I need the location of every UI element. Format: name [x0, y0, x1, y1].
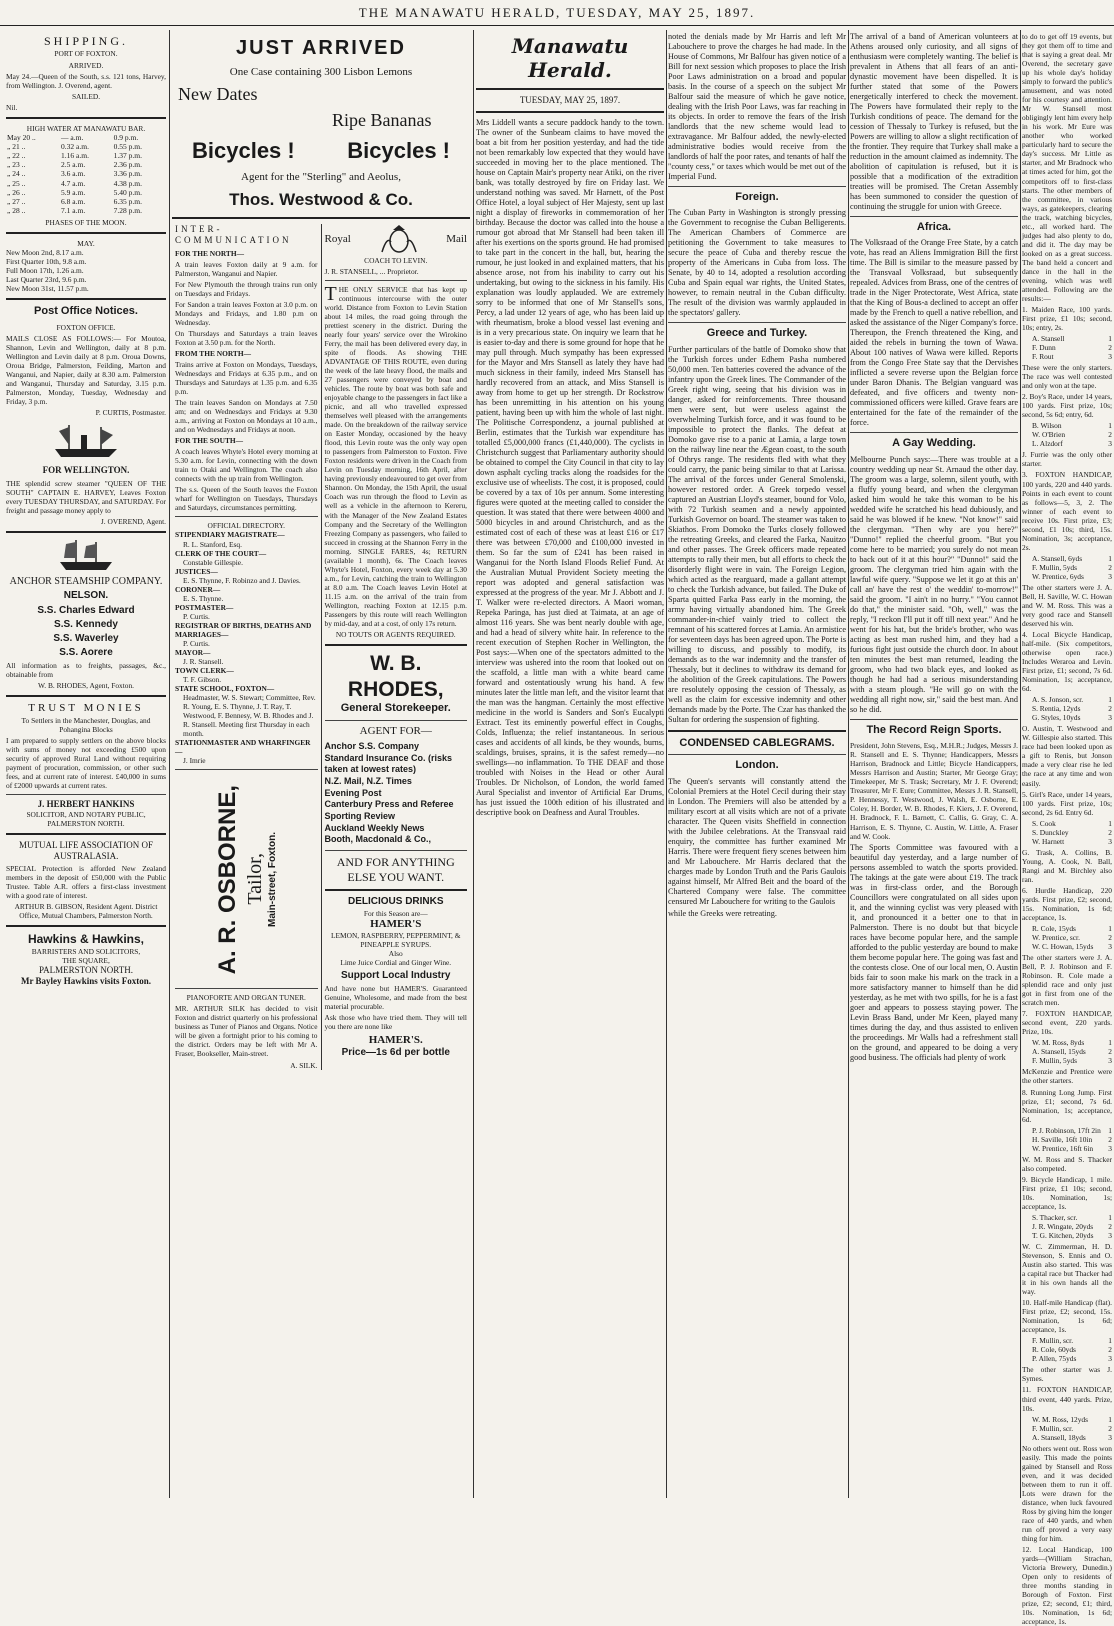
- column-news-2: [850, 30, 1018, 1498]
- royal-text: Royal: [324, 232, 351, 245]
- official-entry: MAYOR— J. R. Stansell.: [175, 647, 224, 666]
- westwood-name: Thos. Westwood & Co.: [229, 189, 413, 209]
- steamship-icon: [51, 421, 121, 461]
- table-row: „ 21 .. 0.32 a.m. 0.55 p.m.: [7, 141, 142, 151]
- lemons-text: One Case containing 300 Lisbon Lemons: [229, 66, 413, 79]
- post-office-sign: P. CURTIS, Postmaster.: [95, 408, 166, 418]
- result-row: [1022, 554, 1112, 563]
- result-row: [1022, 1056, 1112, 1065]
- piano-title: PIANOFORTE AND ORGAN TUNER.: [186, 993, 306, 1003]
- coach-proprietor: J. R. STANSELL, ... Proprietor.: [324, 266, 419, 276]
- result-name: F. Dunn: [1032, 343, 1056, 353]
- result-event-title: 8. Running Long Jump. First prize, £1; second, 7s 6d. Nomination, 1s; acceptance, 6d.: [1022, 1087, 1112, 1124]
- result-place: 1: [1108, 923, 1112, 933]
- anchor-place: NELSON.: [63, 590, 109, 602]
- trust-title: TRUST MONIES: [28, 702, 144, 715]
- list-item: Booth, Macdonald & Co.,: [324, 834, 431, 845]
- wellington-sign: J. OVEREND, Agent.: [100, 517, 166, 527]
- result-place: 2: [1108, 1221, 1112, 1231]
- result-place: 2: [1108, 1134, 1112, 1144]
- column-rule: [666, 30, 667, 1498]
- osborne-street: Main-street, Foxton.: [266, 831, 278, 927]
- results-intro: to do to get off 19 events, but they got them off to time and that is saying a great deal. Mr Overend, the secretary gave up his whole day's holiday simply to forward the public's amusement, and was noted for his courtesy and attention. Mr W. Stansell most obligingly lent him every help in his work. Mr Eure was another who worked particularly hard to secure the day's success. Mr Little as starter, and Mr Bradnock who at times acted for him, got the competitors off to first-class starts. The other members of the committee, in various ways, as gatekeepers, clearing the track, watching bicycles, etc., all worked hard. The judges had also plenty to do, and did it. The day may be looked on as a great success. The band held a concert and dance in the hall in the evening, which was well attended. Following are the results:—: [1022, 32, 1112, 303]
- news-text: noted the denials made by Mr Harris and left Mr Labouchere to prove the charges he had made. In the House of Commons, Mr Balfour has given notice of a Bill for next session which proposes to place the Irish Poor Laws administration on a broad and popular basis. In the course of a speech on the subject Mr Balfour said the measure of which he gave notice, dealing with the Irish Poor Laws, was far reaching in its objects. In order to remove the fears of the Irish landlords that the new scheme would lead to extravagance. Mr Balfour added, the newly-elected administrative bodies would receive from the landlords of half the poor rates, and tenants of half the "county cess," or taxes which would be met out of the Imperial Fund.: [668, 32, 846, 181]
- tide-table: [6, 133, 166, 215]
- table-row: „ 24 .. 3.6 a.m. 3.36 p.m.: [7, 169, 142, 179]
- hamers-footer: HAMER'S.: [368, 1033, 423, 1046]
- moon-line: Last Quarter 23rd, 9.6 p.m.: [6, 275, 87, 285]
- official-entry: TOWN CLERK— T. F. Gibson.: [175, 665, 234, 684]
- result-place: 2: [1108, 343, 1112, 353]
- sailed-text: Nil.: [6, 102, 18, 112]
- sailing-ship-icon: [56, 538, 116, 572]
- price-text: Price—1s 6d per bottle: [341, 1046, 450, 1058]
- result-place: 3: [1108, 439, 1112, 449]
- piano-text: MR. ARTHUR SILK has decided to visit Foxton and district quarterly on his professional business as Tuner of Pianos and Organs. Notice will be given a fortnight prior to his coming to the district. Orders may be left with Mr A. Fraser, Bookseller, Main-street.: [175, 1004, 318, 1059]
- cable-title: CONDENSED CABLEGRAMS.: [679, 736, 835, 749]
- result-place: 2: [1108, 1047, 1112, 1057]
- result-place: 3: [1108, 1432, 1112, 1442]
- result-event-title: 11. FOXTON HANDICAP, third event, 440 yards. Prize, 10s.: [1022, 1385, 1112, 1413]
- result-place: 1: [1108, 1336, 1112, 1346]
- port-name: PORT OF FOXTON.: [54, 48, 118, 58]
- result-event-title: 5. Girl's Race, under 14 years, 100 yards. First prize, 10s; second, 2s 6d. Entry 6d.: [1022, 789, 1112, 817]
- greece-continued: while the Greeks were retreating.: [668, 908, 777, 918]
- result-name: P. Allen, 75yds: [1032, 1354, 1077, 1364]
- result-place: 1: [1108, 695, 1112, 705]
- result-note: The other starters were J. A. Bell, H. Saville, W. C. Howan and W. M. Ross. This was a very good race and Stansell deserved his win.: [1022, 582, 1112, 628]
- drinks-title: DELICIOUS DRINKS: [347, 896, 444, 908]
- result-row: [1022, 1126, 1112, 1135]
- result-note: O. Austin, T. Westwood and W. Gillespie also started. This race had been looked upon as a gift to Renis, but Jonson made a very clear rise he led the race at any time and won easily.: [1022, 724, 1112, 788]
- news-text: The arrival of a band of American volunteers at Athens aroused only curiosity, and all signs of enthusiasm were completely wanting. The belief is prevalent in Athens that all fears of an anti-dynastic movement have been dispelled. It is further stated that some of the Powers energetically interfered to check the movement. The Powers have formulated their reply to the Turkish conditions of peace. The demand for the cession of Thessaly to Turkey is refused, but the Powers are willing to allow a slight rectification of the frontier. They require that Turkey shall make a reduction in the amount claimed as indemnity. The abolition of capitulation is refused, but it is possible that a modification of the extradition treaties will be promised. The Cretan Assembly has been summoned to consider the question of continuing the struggle for union with Greece.: [850, 32, 1018, 211]
- column-shipping: [6, 30, 166, 1498]
- result-row: [1022, 695, 1112, 704]
- result-event-title: 3. FOXTON HANDICAP, 100 yards, 220 and 440 yards. Points in each event to count as follows—5, 3, 2. The winner of each event to receive 10s. First prize, £3; second, £1 10s; third, 15s. Nomination, 3s; acceptance, 2s.: [1022, 470, 1112, 552]
- column-rule: [473, 30, 474, 1498]
- official-entry: STATE SCHOOL, FOXTON— Headmaster, W. S. Stewart; Committee, Rev. R. Young, E. S. Thynne, J. T. Ray, T. Westwood, F. Bennesy, W. B. Rhodes and J. R. Stansell. Meeting first Thursday in each month.: [175, 684, 316, 739]
- result-name: W. M. Ross, 8yds: [1032, 1038, 1085, 1048]
- moon-month: MAY.: [77, 239, 95, 249]
- official-entry: STATIONMASTER AND WHARFINGER— J. Imrie: [175, 738, 311, 766]
- foreign-title: Foreign.: [735, 191, 779, 203]
- arrived-text: May 24.—Queen of the South, s.s. 121 tons, Harvey, from Wellington. J. Overend, agent.: [6, 71, 166, 90]
- hawkins-place: THE SQUARE,: [62, 955, 110, 965]
- post-office-sub: FOXTON OFFICE.: [56, 322, 116, 332]
- result-name: W. Prentice, 16ft 6in: [1032, 1143, 1094, 1153]
- piano-sign: A. SILK.: [290, 1060, 318, 1070]
- result-event-title: 1. Maiden Race, 100 yards. First prize, £1 10s; second, 10s; entry, 2s.: [1022, 304, 1112, 332]
- greece-title: Greece and Turkey.: [706, 327, 808, 340]
- trust-text: I am prepared to supply settlers on the above blocks with sums of money not exceeding £500 upon security of approved Rural Land without requiring payment of procuration, commission, or other such fees, and at current rate of interest. £40,000 in sums of £2000 upwards at current rates.: [6, 735, 166, 791]
- result-name: S. Cook: [1032, 818, 1056, 828]
- moon-line: New Moon 2nd, 8.17 a.m.: [6, 248, 84, 258]
- wellington-title: FOR WELLINGTON.: [42, 465, 130, 476]
- dates-text: New Dates: [178, 83, 258, 104]
- reign-officials: President, John Stevens, Esq., M.H.R.; Judges, Messrs J. R. Stansell and E. S. Thynne; Handicappers, Messrs Harrison, Bradnock and Little; Bicycle Handicappers, Messrs Harrison and Austin; Starter, Mr George Gray; Timekeeper, Mr S. Trask; Secretary, Mr J. F. Overend; Treasurer, Mr F. Eure; Committee, Messrs J. R. Stansell, P. Hennessy, T. Westwood, J. Walsh, E. Osborne, E. Coley, H. Border, W. B. Rhodes, F. Kiers, J. F. Overend, H. Bradnock, F. L. Barnett, C. Callis, G. Gray, C. A. Harrison, E. S. Thynne, C. Austin, W. Little, A. Fraser and W. Cook.: [850, 741, 1018, 841]
- from-north-text: Trains arrive at Foxton on Mondays, Tuesdays, Wednesdays and Fridays at 6.35 p.m., and on Thursdays and Saturdays at 1.35 p.m. and 6.35 p.m.: [175, 359, 318, 397]
- result-name: B. Wilson: [1032, 421, 1062, 431]
- result-name: A. S. Jonson, scr.: [1032, 695, 1084, 705]
- result-row: [1022, 1038, 1112, 1047]
- result-name: F. Mullin, scr.: [1032, 1336, 1074, 1346]
- no-touts-text: NO TOUTS OR AGENTS REQUIRED.: [335, 629, 456, 639]
- result-note: W. M. Ross and S. Thacker also competed.: [1022, 1154, 1112, 1173]
- masthead: THE MANAWATU HERALD, TUESDAY, MAY 25, 1897.: [0, 0, 1114, 26]
- list-item: N.Z. Mail, N.Z. Times: [324, 776, 412, 787]
- just-arrived-heading: JUST ARRIVED: [236, 37, 406, 59]
- result-row: [1022, 1231, 1112, 1240]
- cordial-text: Lime Juice Cordial and Ginger Wine.: [340, 958, 452, 968]
- agent-title: AGENT FOR—: [359, 724, 432, 737]
- result-row: [1022, 334, 1112, 343]
- result-row: [1022, 439, 1112, 448]
- result-name: S. Dunckley: [1032, 827, 1069, 837]
- for-north-label: FOR THE NORTH—: [175, 248, 245, 258]
- result-row: [1022, 713, 1112, 722]
- anchor-info: All information as to freights, passages, &c., obtainable from: [6, 661, 166, 680]
- result-row: [1022, 1415, 1112, 1424]
- royal-crest-icon: [379, 224, 419, 256]
- bicycles-right: Bicycles !: [347, 137, 450, 163]
- result-place: 1: [1108, 553, 1112, 563]
- result-name: R. Cole, 60yds: [1032, 1345, 1076, 1355]
- result-place: 1: [1108, 1414, 1112, 1424]
- hankins-title: SOLICITOR, AND NOTARY PUBLIC, PALMERSTON NORTH.: [26, 810, 146, 829]
- result-row: [1022, 1222, 1112, 1231]
- result-place: 3: [1108, 1230, 1112, 1240]
- result-row: [1022, 1144, 1112, 1153]
- arrived-label: ARRIVED.: [68, 60, 104, 70]
- column-rule: [848, 30, 849, 1498]
- for-south-label: FOR THE SOUTH—: [175, 436, 244, 446]
- list-item: Anchor S.S. Company: [324, 740, 420, 751]
- mutual-text: SPECIAL Protection is afforded New Zealand members in the deposit of £50,000 with the Public Trustee. Table A.R. offers a first-class investment with a good rate of interest.: [6, 864, 166, 901]
- result-event-title: 4. Local Bicycle Handicap, half-mile. (Six competitors, otherwise open race.) Includes Weraroa and Levin. First prize, £1; second, 7s 6d. Nomination, 1s; acceptance, 6d.: [1022, 630, 1112, 694]
- result-name: W. Prentice, 6yds: [1032, 571, 1084, 581]
- result-place: 3: [1108, 1354, 1112, 1364]
- wedding-title: A Gay Wedding.: [892, 437, 976, 450]
- list-item: Canterbury Press and Referee: [324, 799, 454, 810]
- table-row: „ 22 .. 1.16 a.m. 1.37 p.m.: [7, 151, 142, 161]
- result-name: S. Rentia, 12yds: [1032, 704, 1081, 714]
- mail-text: Mail: [446, 232, 467, 245]
- support-title: Support Local Industry: [341, 970, 451, 982]
- rhodes-name: W. B. RHODES,: [347, 651, 444, 701]
- storekeeper-text: General Storekeeper.: [340, 702, 451, 715]
- anchor-ship: S.S. Kennedy: [54, 618, 118, 630]
- foreign-text: The Cuban Party in Washington is strongly pressing the Government to recognise the Cuban Belligerents. The American Chambers of Commerce are petitioning the Government to take measures to secure the peace of Cuba and thereby rescue the property of the Americans in Cuba from loss. The Senate, by 40 to 14, adopted a resolution according Cuba and Spain equal war rights, the United States, however, to remain neutral in the Cuban difficulty. The result of the division was warmly applauded in the spectators' gallery.: [668, 208, 846, 318]
- result-place: 1: [1108, 818, 1112, 828]
- result-row: [1022, 819, 1112, 828]
- paper-title: Manawatu Herald.: [511, 34, 629, 83]
- north-text: A train leaves Foxton daily at 9 a.m. for Palmerston, Wanganui and Napier.: [175, 259, 318, 278]
- result-row: [1022, 704, 1112, 713]
- anchor-ship: S.S. Waverley: [53, 632, 119, 644]
- anchor-sign: W. B. RHODES, Agent, Foxton.: [37, 681, 135, 691]
- result-row: [1022, 1433, 1112, 1442]
- result-name: T. G. Kitchen, 20yds: [1032, 1230, 1094, 1240]
- hawkins-visit: Mr Bayley Hawkins visits Foxton.: [20, 975, 152, 986]
- north-text: For New Plymouth the through trains run only on Tuesdays and Fridays.: [175, 279, 318, 298]
- north-text: For Sandon a train leaves Foxton at 3.0 p.m. on Mondays and Fridays, and 1.80 p.m on Wednesday.: [175, 299, 318, 327]
- result-event-title: 6. Hurdle Handicap, 220 yards. First prize, £2; second, 15s. Nomination, 1s 6d; acceptance, 1s.: [1022, 885, 1112, 922]
- reign-title: The Record Reign Sports.: [866, 723, 1002, 736]
- hawkins-sub: BARRISTERS AND SOLICITORS,: [31, 946, 141, 956]
- result-place: 3: [1108, 571, 1112, 581]
- result-row: [1022, 837, 1112, 846]
- list-item: Evening Post: [324, 787, 382, 798]
- africa-title: Africa.: [916, 221, 952, 233]
- official-entry: POSTMASTER— P. Curtis.: [175, 602, 234, 621]
- column-editorial: [476, 30, 664, 1498]
- north-text: On Thursdays and Saturdays a train leaves Foxton at 3.50 p.m. for the North.: [175, 328, 318, 347]
- anchor-ship: S.S. Charles Edward: [37, 604, 135, 616]
- result-place: 2: [1108, 562, 1112, 572]
- list-item: Standard Insurance Co. (risks taken at lowest rates): [324, 752, 453, 775]
- high-water-title: HIGH WATER AT MANAWATU BAR.: [26, 123, 146, 133]
- inter-title: INTER-COMMUNICATION: [175, 223, 292, 245]
- anchor-title: ANCHOR STEAMSHIP COMPANY.: [9, 576, 163, 588]
- result-name: G. Styles, 10yds: [1032, 713, 1081, 723]
- greece-text: Further particulars of the battle of Domoko show that the Turkish forces under Edhem Pasha numbered 50,000 men. Ten batteries covered the advance of the infantry upon the Greek lines. The Commander of the Greek right wing, seeing that his division was in danger, asked for reinforcements. Three thousand men were sent, but were useless against the overwhelming Turkish force, and it was found to be impossible to protect the flanks. The defeat at Domoko gave rise to a panic at Lamia, a large town on the railway line near the Ægean coast, to the south of Othrys range. The residents fled with what they could carry, the panic being similar to that at Larissa. The arrival of the forces under General Smolenski, however restored order. A Greek torpedo vessel captured an Austrian Lloyd's steamer, bound for Volo, with 72 Turkish seamen and a newly appointed Turkish Governor on board. The steamer was taken to Skiathos. From Domoko the Turks closely followed the retreating Greeks, and cleared the Farka, Nauitzo and other passes. The Greek officers made repeated attempts to rally their men, but all efforts to check the disorderly flight were in vain. The Foreign Legion, which acted as the rearguard, made a gallant attempt to check the Turkish advance, but failed. The Duke of Sparta quitted Farka Pass early in the morning, the army having virtually abandoned him. The Greek commander-in-chief vainly tried to collect the remnant of his scattered forces at Lamia. An armistice for seventeen days has been agreed upon. The Porte is willing to discuss, and possibly to modify, its demands as to the war indemnity and the transfer of Thessaly, but it declines to withdraw its demand for the abolition of the Greek capitulations. The Powers are resolutely opposing the cession of Thessaly, as well as the claim for excessive indemnity and other demands made by the Porte. The Czar has thanked the Sultan for ordering the suspension of fighting.: [668, 344, 846, 724]
- hawkins-title: Hawkins & Hawkins,: [27, 932, 145, 947]
- hamers-title: HAMER'S: [370, 917, 422, 930]
- result-row: [1022, 933, 1112, 942]
- result-event-title: 2. Boy's Race, under 14 years, 100 yards. First prize, 10s; second, 5s 6d; entry, 6d.: [1022, 392, 1112, 420]
- table-row: „ 23 .. 2.5 a.m. 2.36 p.m.: [7, 160, 142, 170]
- result-name: F. Mullin, scr.: [1032, 1423, 1074, 1433]
- result-name: F. Rout: [1032, 352, 1054, 362]
- result-row: [1022, 343, 1112, 352]
- support-text: And have none but HAMER'S. Guaranteed Genuine, Wholesome, and made from the best material procurable.: [324, 984, 467, 1012]
- coach-text: THE ONLY SERVICE that has kept up continuous intercourse with the outer world. Distance from Foxton to Levin Station about 14 miles, the road going through the prettiest scenery in the district. During the nearly four years' service over the Wirokino Ferry, the mail has been delivered every day, in spite of floods. As showing THE ADVANTAGE OF THIS ROUTE, even during the week of the late heavy flood, the mails and 27 passengers were conveyed by boat and vehicles. The route by boat was both safe and enjoyable change to the passengers in fact like a picnic, and all who travelled expressed themselves well pleased with the arrangements made. On the breakdown of the railway service on Easter Monday, occasioned by the heavy flood, this Levin route was the only way open to passengers from Palmerston to Foxton. Five Foxton residents were driven in the Coach from Levin on Tuesday morning, 16th April, after having previously endeavoured to get over from Shannon. On Monday, the 15th April, the usual Coach was run through the flood to Levin as well as a vehicle in the afternoon to Kereru, with the Manager of the New Zealand Estates Company and the Secretary of the Wellington Freezing Company as passengers, who failed to succeed in crossing at the Shannon Ferry in the morning. SINGLE FARES, 4s; RETURN (available 1 month), 6s. The Coach leaves Whyte's Hotel, Foxton, every week day at 5.30 a.m., for Levin, catching the train to Wellington at 8.0 a.m. The Coach leaves Levin Hotel at 11.15 a.m. on the arrival of the train from Wellington, reaching Foxton at 12.15 p.m. Passengers by this route will reach Wellington by mid-day, and at a cost, of only 17s return.: [324, 282, 467, 628]
- table-row: „ 28 .. 7.1 a.m. 7.28 p.m.: [7, 205, 142, 215]
- result-row: [1022, 1047, 1112, 1056]
- result-row: [1022, 1354, 1112, 1363]
- result-row: [1022, 1424, 1112, 1433]
- result-row: [1022, 430, 1112, 439]
- post-office-title: Post Office Notices.: [34, 305, 138, 318]
- bicycles-left: Bicycles !: [192, 137, 295, 163]
- trust-sub: To Settlers in the Manchester, Douglas, and Pohangina Blocks: [21, 715, 151, 734]
- post-office-text: MAILS CLOSE AS FOLLOWS:— For Moutoa, Shannon, Levin and Wellington, daily at 8 p.m. Wellington and Levin daily at 8 p.m. Oroua Downs, Oroua Bridge, Palmerston, Feilding, Marton and Wanganui, and Napier, daily at 8.30 a.m. Palmerston and Wanganui, Thursday and Saturday, 3.15 p.m. Palmerston, Monday, Tuesday, Wednesday and Friday, 3 p.m.: [6, 333, 166, 406]
- official-entry: CLERK OF THE COURT— Constable Gillespie.: [175, 548, 267, 567]
- column-rule: [1020, 30, 1021, 1498]
- result-place: 3: [1108, 713, 1112, 723]
- result-name: A. Stansell, 18yds: [1032, 1432, 1086, 1442]
- wedding-text: Melbourne Punch says:—There was trouble at a country wedding up near St. Arnaud the other day. The groom was a large, solemn, silent youth, with a fluffy young beard, and when the clergyman asked him would he take this woman to be his wedded wife he scratched his head dubiously, and said he was blowed if he knew. "Not know!" said the clergyman. "Then why are you here?" "Dunno!" replied the cheerful groom. "But you come here to be married; you surely do not mean to back out of it at this hour?" "Dunno!" said the groom. The clergyman tried him again with the lawful wife query. "Suppose we let it go at this an' call an' have the rest o' the weddin' to-morrow!" said the groom. "I ain't in no hurry." "You cannot do that," the minister said. "Oh, well," was the reply, "I reckon I'll put it off till next year." And he went for his hat, but the bride's brother, who was acting as best man rushed him, and they had a furious fight just outside the church door. In about ten minutes the best man returned, leading the groom, who had two black eyes, and looked as though he had had a serious misunderstanding with a steam plough. "He will go on with the wedding all right now, sir," said the best man. And so he did.: [850, 454, 1018, 714]
- official-title: OFFICIAL DIRECTORY.: [207, 521, 285, 531]
- osborne-ad: [175, 774, 318, 984]
- result-place: 3: [1108, 1143, 1112, 1153]
- editorial-text: Mrs Liddell wants a secure paddock handy to the town. The owner of the Sunbeam claims to have moved the boat a bit from her position yesterday, and had the tide not been remarkably low expected that they would have succeeded in moving her to the place mentioned. The house on Captain Mair's property near Atiki, on the river bank, was totally destroyed by fire on Friday last. We understand nothing was saved. Mr Harnett, of the Post Office Hotel, a loyal subject of Her Majesty, sent up last night a display of fireworks in commemoration of her birthday. Because the doctor was called into the house a rumour got abroad that Mr Stansell had been taken ill after his exertions on the sports ground. He had promised to take part in the concert in the hall, but, hearing the rumour, he just looked in and explained matters, that his absence arose, not from his inability to carry out his undertaking, but owing to the sickness in his family. His explanation was loudly applauded. We are extremely sorry to be informed that one of Mr Stansell's sons, Percy, a lad under 12 years of age, who has been laid up with rheumatism, broke a blood vessel last evening and is in a very precarious state. On inquiry we learn that he is easier to-day and there is some ground for hope that he may pull through. Much sympathy has been expressed for the Mayor and Mrs Stansell as lately they have had much sickness in their family, indeed Mrs Stansell has hardly recovered from an attack, and Miss Stansell is away from home to get up her strength. Dr Rockstrow has been unremitting in his attention on his young patient, having been up with him the whole of last night. The Politische Correspondenz, a journal published at Berlin, estimates that the Turkish war expenditure has totalled £5,000,000 francs (£1,440,000). The cyclists in Christchurch suggest that Parliamentary authority should be obtained to compel the City Council in that city to lay down asphalt cycling tracks along the roadsides for the exclusive use of wheelists. The cost, it is proposed, could be covered by a tax of 10s per annum. Some interesting figures were quoted at the meeting called to consider the question. It was stated that there were between 4000 and 5000 bicycles in and around Christchurch, and as the estimated cost of each of these was at least £16 or £17 there was between £70,000 and £100,000 invested in them. So far the sum of £241 has been raised in Wanganui for the North Island Floods Relief Fund. At the Australian Mutual Provident Society meeting the report was adopted and general satisfaction was expressed at the progress of the year. Mr J. Abbott and J. T. Walker were re-elected directors. A Maori woman, Repeka Paringa, has just died at Taimata, at an age of almost 116 years. She was bent nearly double with age, and had a head of silvery white hair. In reference to the recent execution of Stephen Rocher in Wellington, the Post says:—When one of the spectators admitted to the interview was ushered into the room that looked out on the scaffold, a little man with a white beard came forward and ostentatiously wrung his hand. A few minutes later the little man left, and the visitor learnt that the man was the hangman. Certainly the most effective medicine in the world is Sanders and Son's Eucalypti Extract. Test its eminently powerful effect in Coughs, Colds, Influenza; the relief instantaneous. In serious cases and accidents of all kinds, be they wounds, burns, scaldings, bruises, sprains, it is the safest remedy—no swellings—no inflammation. To THE DEAF and those troubled with Noises in the Head or other Aural Troubles. Dr Nicholson, of London, the world famed Aural Specialist and inventor of Artificial Ear Drums, has just issued the 100th edition of his illustrated and descriptive book on Deafness and Aural Troubles.: [476, 117, 664, 817]
- also-text: Also: [388, 949, 403, 959]
- agent-list: [325, 741, 468, 846]
- moon-title: PHASES OF THE MOON.: [45, 218, 127, 228]
- moon-line: Full Moon 17th, 1.26 a.m.: [6, 266, 84, 276]
- result-row: [1022, 828, 1112, 837]
- result-row: [1022, 572, 1112, 581]
- result-name: F. Mullin, 5yds: [1032, 1056, 1077, 1066]
- result-note: The other starter was J. Symes.: [1022, 1365, 1112, 1384]
- south-text: The s.s. Queen of the South leaves the Foxton wharf for Wellington on Tuesdays, Thursdays and Saturdays, circumstances permitting.: [175, 485, 318, 513]
- result-place: 1: [1108, 334, 1112, 344]
- from-north-label: FROM THE NORTH—: [175, 348, 251, 358]
- result-note: No others went out. Ross won easily. This made the points gained by Stansell and Ross even, and it was decided between them to run it off. Lots were drawn for the distance, when luck favoured Ross by giving him the longer race of 440 yards, and when run off proved a very easy thing for him.: [1022, 1443, 1112, 1543]
- result-row: [1022, 942, 1112, 951]
- london-title: London.: [735, 759, 779, 772]
- result-place: 3: [1108, 942, 1112, 952]
- result-place: 2: [1108, 704, 1112, 714]
- result-note: J. Furrie was the only other starter.: [1022, 450, 1112, 469]
- official-entry: JUSTICES— E. S. Thynne, F. Robinzo and J. Davies.: [175, 566, 301, 585]
- result-name: L. Alzdorf: [1032, 439, 1063, 449]
- result-name: S. Thacker, scr.: [1032, 1212, 1078, 1222]
- result-row: [1022, 1213, 1112, 1222]
- reign-text: The Sports Committee was favoured with a beautiful day yesterday, and a large number of persons assembled to watch the sports provided. The takings at the gate were about £19. The track was in first-class order, and the Borough Councillors were congratulated on all sides upon it, and the winning cyclist was very pleased with it, and pronounced it a better one to that in Palmerston. There is no doubt but that bicycle races have become popular here, and the sample afforded to the public yesterday are bound to make them become popular here. The going was fast and the contests close. One of our local men, O. Austin bids fair to soon make his mark on the track in a more satisfactory manner to himself than he did yesterday, as he met with two spills, for he is a fast goer and appears to possess staying power. The Levin Brass Band, under Mr Keen, played many times during the day, and thus assisted to enliven the proceedings. Mr Walls had a refreshment stall on the ground, and appeared to be doing a very good business. The officials had plenty of work: [850, 842, 1018, 1062]
- result-name: H. Saville, 16ft 10in: [1032, 1134, 1093, 1144]
- table-row: „ 25 .. 4.7 a.m. 4.38 p.m.: [7, 178, 142, 188]
- list-item: Auckland Weekly News: [324, 822, 425, 833]
- mutual-sign: ARTHUR B. GIBSON, Resident Agent. District Office, Mutual Chambers, Palmerston North.: [14, 902, 158, 921]
- result-event-title: 9. Bicycle Handicap, 1 mile. First prize, £1 10s; second, 10s. Nomination, 1s; acceptance, 1s.: [1022, 1174, 1112, 1211]
- result-name: W. O'Brien: [1032, 430, 1066, 440]
- column-news: [668, 30, 846, 1498]
- osborne-tailor: Tailor,: [243, 853, 266, 906]
- result-place: 1: [1108, 421, 1112, 431]
- result-name: W. Harnett: [1032, 836, 1065, 846]
- result-name: A. Stansell, 15yds: [1032, 1047, 1086, 1057]
- result-name: A. Stansell: [1032, 334, 1065, 344]
- result-note: These were the only starters. The race was well contested and only won at the tape.: [1022, 363, 1112, 391]
- result-name: W. M. Ross, 12yds: [1032, 1414, 1088, 1424]
- bananas-text: Ripe Bananas: [332, 109, 432, 130]
- official-entry: STIPENDIARY MAGISTRATE— R. L. Stanford, Esq.: [175, 530, 285, 549]
- moon-line: New Moon 31st, 11.57 p.m.: [6, 284, 89, 294]
- africa-text: The Volksraad of the Orange Free State, by a catch vote, has read an Aliens Immigration Bill the first time. The Bill is similar to the measure passed by the Transvaal Volksraad, but subsequently repealed. Advices from Brass, one of the centres of trade in the Niger Protectorate, West Africa, state that the King of Bous-a declined to accept an offer made by the French to quell a native rebellion, and asked the assistance of the Niger Company's force. Thereupon, the French threatened the King, and aided the rebels in burning the town of Wawa. About 100 natives of Wawa were killed. Reports from the Congo Free State say that the Dervishes inflicted a severe reverse upon the Belgian force under Baron Dhanis. The Belgian vanguard was defeated, and five officers and twenty non-commissioned officers were killed. Grave fears are entertained for the fate of the remainder of the force.: [850, 238, 1018, 428]
- result-row: [1022, 1336, 1112, 1345]
- result-place: 3: [1108, 1056, 1112, 1066]
- south-text: A coach leaves Whyte's Hotel every morning at 5.30 a.m. for Levin, connecting with the down train to Otaki and Wellington. The coach also connects with the up train from Wellington.: [175, 447, 318, 484]
- from-north-text: The train leaves Sandon on Mondays at 7.50 am; and on Wednesdays and Fridays at 9.30 a.m., arriving at Foxton on Mondays at 10 a.m., and on Wednesdays and Fridays at noon.: [175, 398, 318, 435]
- result-name: J. R. Wingate, 20yds: [1032, 1221, 1094, 1231]
- result-place: 2: [1108, 430, 1112, 440]
- result-place: 2: [1108, 933, 1112, 942]
- coach-title: COACH TO LEVIN.: [364, 255, 428, 265]
- official-entry: CORONER— E. S. Thynne.: [175, 584, 224, 603]
- results-list: [1022, 305, 1112, 1626]
- wellington-text: THE splendid screw steamer "QUEEN OF THE SOUTH" CAPTAIN E. HARVEY, Leaves Foxton every TUESDAY THURSDAY, and SATURDAY. For freight and passage money apply to: [6, 479, 166, 516]
- paper-date: TUESDAY, MAY 25, 1897.: [519, 94, 621, 105]
- result-name: P. J. Robinson, 17ft 2in: [1032, 1125, 1101, 1135]
- table-row: „ 27 .. 6.8 a.m. 6.35 p.m.: [7, 196, 142, 206]
- result-place: 1: [1108, 1038, 1112, 1048]
- result-name: R. Cole, 15yds: [1032, 923, 1076, 933]
- london-text: The Queen's servants will constantly attend the Colonial Premiers at the Hotel Cecil during their stay in London. The Premiers will also be attended by a military escort at all visits which are not of a private character. The Queen visits Sheffield in connection with the Jubilee celebrations. At the Transvaal raid enquiry, the committee has further examined Mr Harris. There were frequent fiery scenes between him and Mr Labouchere. Mr Harris declared that the charges made by London Truth and the Paris Gaulois against himself, Mr Alfred Beit and the board of the Chartered Company were false. The committee censured Mr Labouchere for writing to the Gaulois: [668, 776, 846, 906]
- result-row: [1022, 924, 1112, 933]
- shipping-title: SHIPPING.: [43, 34, 128, 48]
- result-note: McKenzie and Prentice were the other starters.: [1022, 1067, 1112, 1086]
- and-for-text: AND FOR ANYTHING ELSE YOU WANT.: [336, 855, 455, 884]
- result-row: [1022, 421, 1112, 430]
- column-results: [1022, 30, 1112, 1626]
- result-place: 2: [1108, 1423, 1112, 1433]
- drinks-sub: For this Season are—: [363, 908, 428, 918]
- result-note: G. Trask, A. Collins, B. Young, A. Cook, N. Ball, Rangi and M. Birchley also ran.: [1022, 847, 1112, 884]
- osborne-name: A. R. OSBORNE,: [214, 784, 242, 974]
- column-rule: [169, 30, 170, 1498]
- result-row: [1022, 352, 1112, 361]
- result-name: F. Mullin, 5yds: [1032, 562, 1077, 572]
- mutual-title: MUTUAL LIFE ASSOCIATION OF AUSTRALASIA.: [19, 840, 153, 862]
- list-item: Sporting Review: [324, 811, 396, 822]
- result-place: 2: [1108, 827, 1112, 837]
- official-entry: REGISTRAR OF BIRTHS, DEATHS AND MARRIAGES— P. Curtis.: [175, 620, 312, 648]
- result-name: W. C. Howan, 15yds: [1032, 942, 1094, 952]
- result-place: 2: [1108, 1345, 1112, 1355]
- moon-line: First Quarter 10th, 9.8 a.m.: [6, 257, 87, 267]
- result-place: 3: [1108, 836, 1112, 846]
- sailed-label: SAILED.: [71, 91, 101, 101]
- result-place: 3: [1108, 352, 1112, 362]
- result-row: [1022, 563, 1112, 572]
- result-row: [1022, 1345, 1112, 1354]
- result-event-title: 12. Local Handicap, 100 yards—(William Strachan, Victoria Brewery, Dunedin.) Open only to residents of three months standing in Borough of Foxton. First prize, £2; second, £1; third, 10s. Nomination, 1s 6d; acceptance, 1s.: [1022, 1545, 1112, 1626]
- result-row: [1022, 1135, 1112, 1144]
- hankins-name: J. HERBERT HANKINS: [37, 799, 135, 810]
- result-place: 1: [1108, 1212, 1112, 1222]
- anchor-ship: S.S. Aorere: [59, 647, 113, 659]
- result-note: W. C. Zimmerman, H. D. Stevenson, S. Ennis and O. Austin also started. This was a capital race but Thacker had it in his own hands all the way.: [1022, 1242, 1112, 1297]
- column-advertisements: [172, 30, 470, 1498]
- hawkins-town: PALMERSTON NORTH.: [39, 964, 133, 975]
- result-event-title: 10. Half-mile Handicap (flat). First prize, £2; second, 15s. Nomination, 1s 6d; acceptance, 1s.: [1022, 1298, 1112, 1335]
- result-name: W. Prentice, scr.: [1032, 933, 1080, 942]
- drinks-list: LEMON, RASPBERRY, PEPPERMINT, & PINEAPPLE SYRUPS.: [331, 931, 461, 950]
- result-note: The other starters were J. A. Bell, P. J. Robinson and F. Robinson. R. Cole made a splendid race and only just got in first from one of the scratch men.: [1022, 953, 1112, 1008]
- agent-for-text: Agent for the "Sterling" and Aeolus,: [241, 170, 401, 183]
- table-row: May 20 .. — a.m. 0.9 p.m.: [7, 132, 139, 142]
- result-name: A. Stansell, 6yds: [1032, 553, 1083, 563]
- table-row: „ 26 .. 5.9 a.m. 5.40 p.m.: [7, 187, 142, 197]
- result-place: 1: [1108, 1125, 1112, 1135]
- result-event-title: 7. FOXTON HANDICAP, second event, 220 yards. Prize, 10s.: [1022, 1009, 1112, 1037]
- support-text: Ask those who have tried them. They will tell you there are none like: [324, 1013, 467, 1032]
